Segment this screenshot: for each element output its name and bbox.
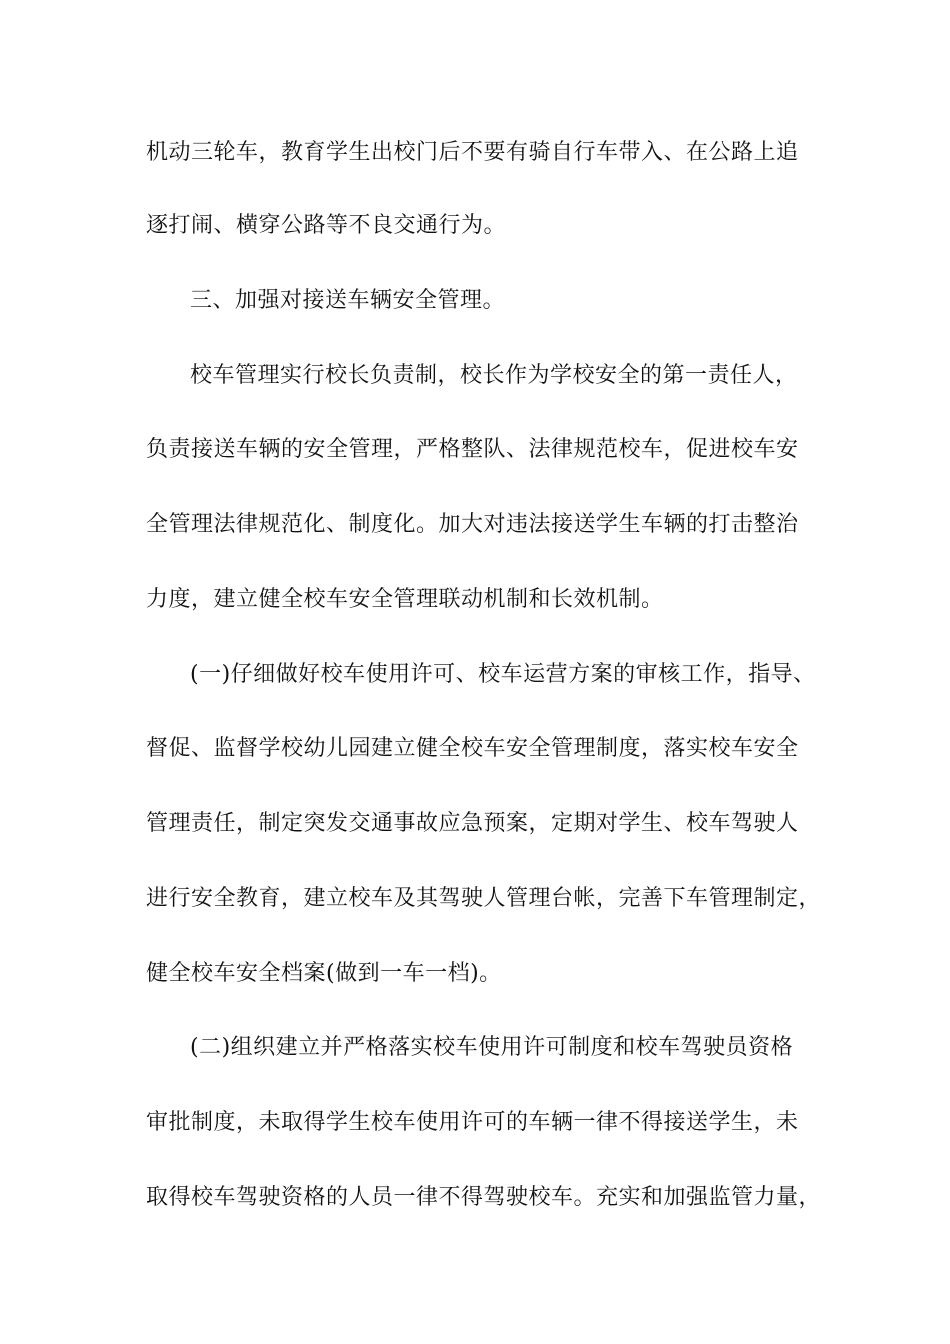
body-line: 管理责任，制定突发交通事故应急预案，定期对学生、校车驾驶人 <box>146 811 799 836</box>
body-line: 机动三轮车，教育学生出校门后不要有骑自行车带入、在公路上追 <box>146 140 799 165</box>
body-line: 审批制度，未取得学生校车使用许可的车辆一律不得接送学生，未 <box>146 1110 799 1135</box>
body-line: 进行安全教育，建立校车及其驾驶人管理台帐，完善下车管理制定， <box>146 886 822 911</box>
paragraph-start-line: 校车管理实行校长负责制，校长作为学校安全的第一责任人， <box>190 363 798 388</box>
list-item-start-line: (一)仔细做好校车使用许可、校车运营方案的审核工作，指导、 <box>190 662 816 687</box>
section-heading: 三、加强对接送车辆安全管理。 <box>190 288 506 313</box>
body-line: 逐打闹、横穿公路等不良交通行为。 <box>146 213 507 238</box>
list-item-start-line: (二)组织建立并严格落实校车使用许可制度和校车驾驶员资格 <box>190 1035 794 1060</box>
body-line: 健全校车安全档案(做到一车一档)。 <box>146 961 502 986</box>
body-line: 全管理法律规范化、制度化。加大对违法接送学生车辆的打击整治 <box>146 512 799 537</box>
body-line: 力度，建立健全校车安全管理联动机制和长效机制。 <box>146 587 664 612</box>
body-line: 取得校车驾驶资格的人员一律不得驾驶校车。充实和加强监管力量， <box>146 1185 822 1210</box>
body-line: 督促、监督学校幼儿园建立健全校车安全管理制度，落实校车安全 <box>146 736 799 761</box>
body-line: 负责接送车辆的安全管理，严格整队、法律规范校车，促进校车安 <box>146 437 799 462</box>
